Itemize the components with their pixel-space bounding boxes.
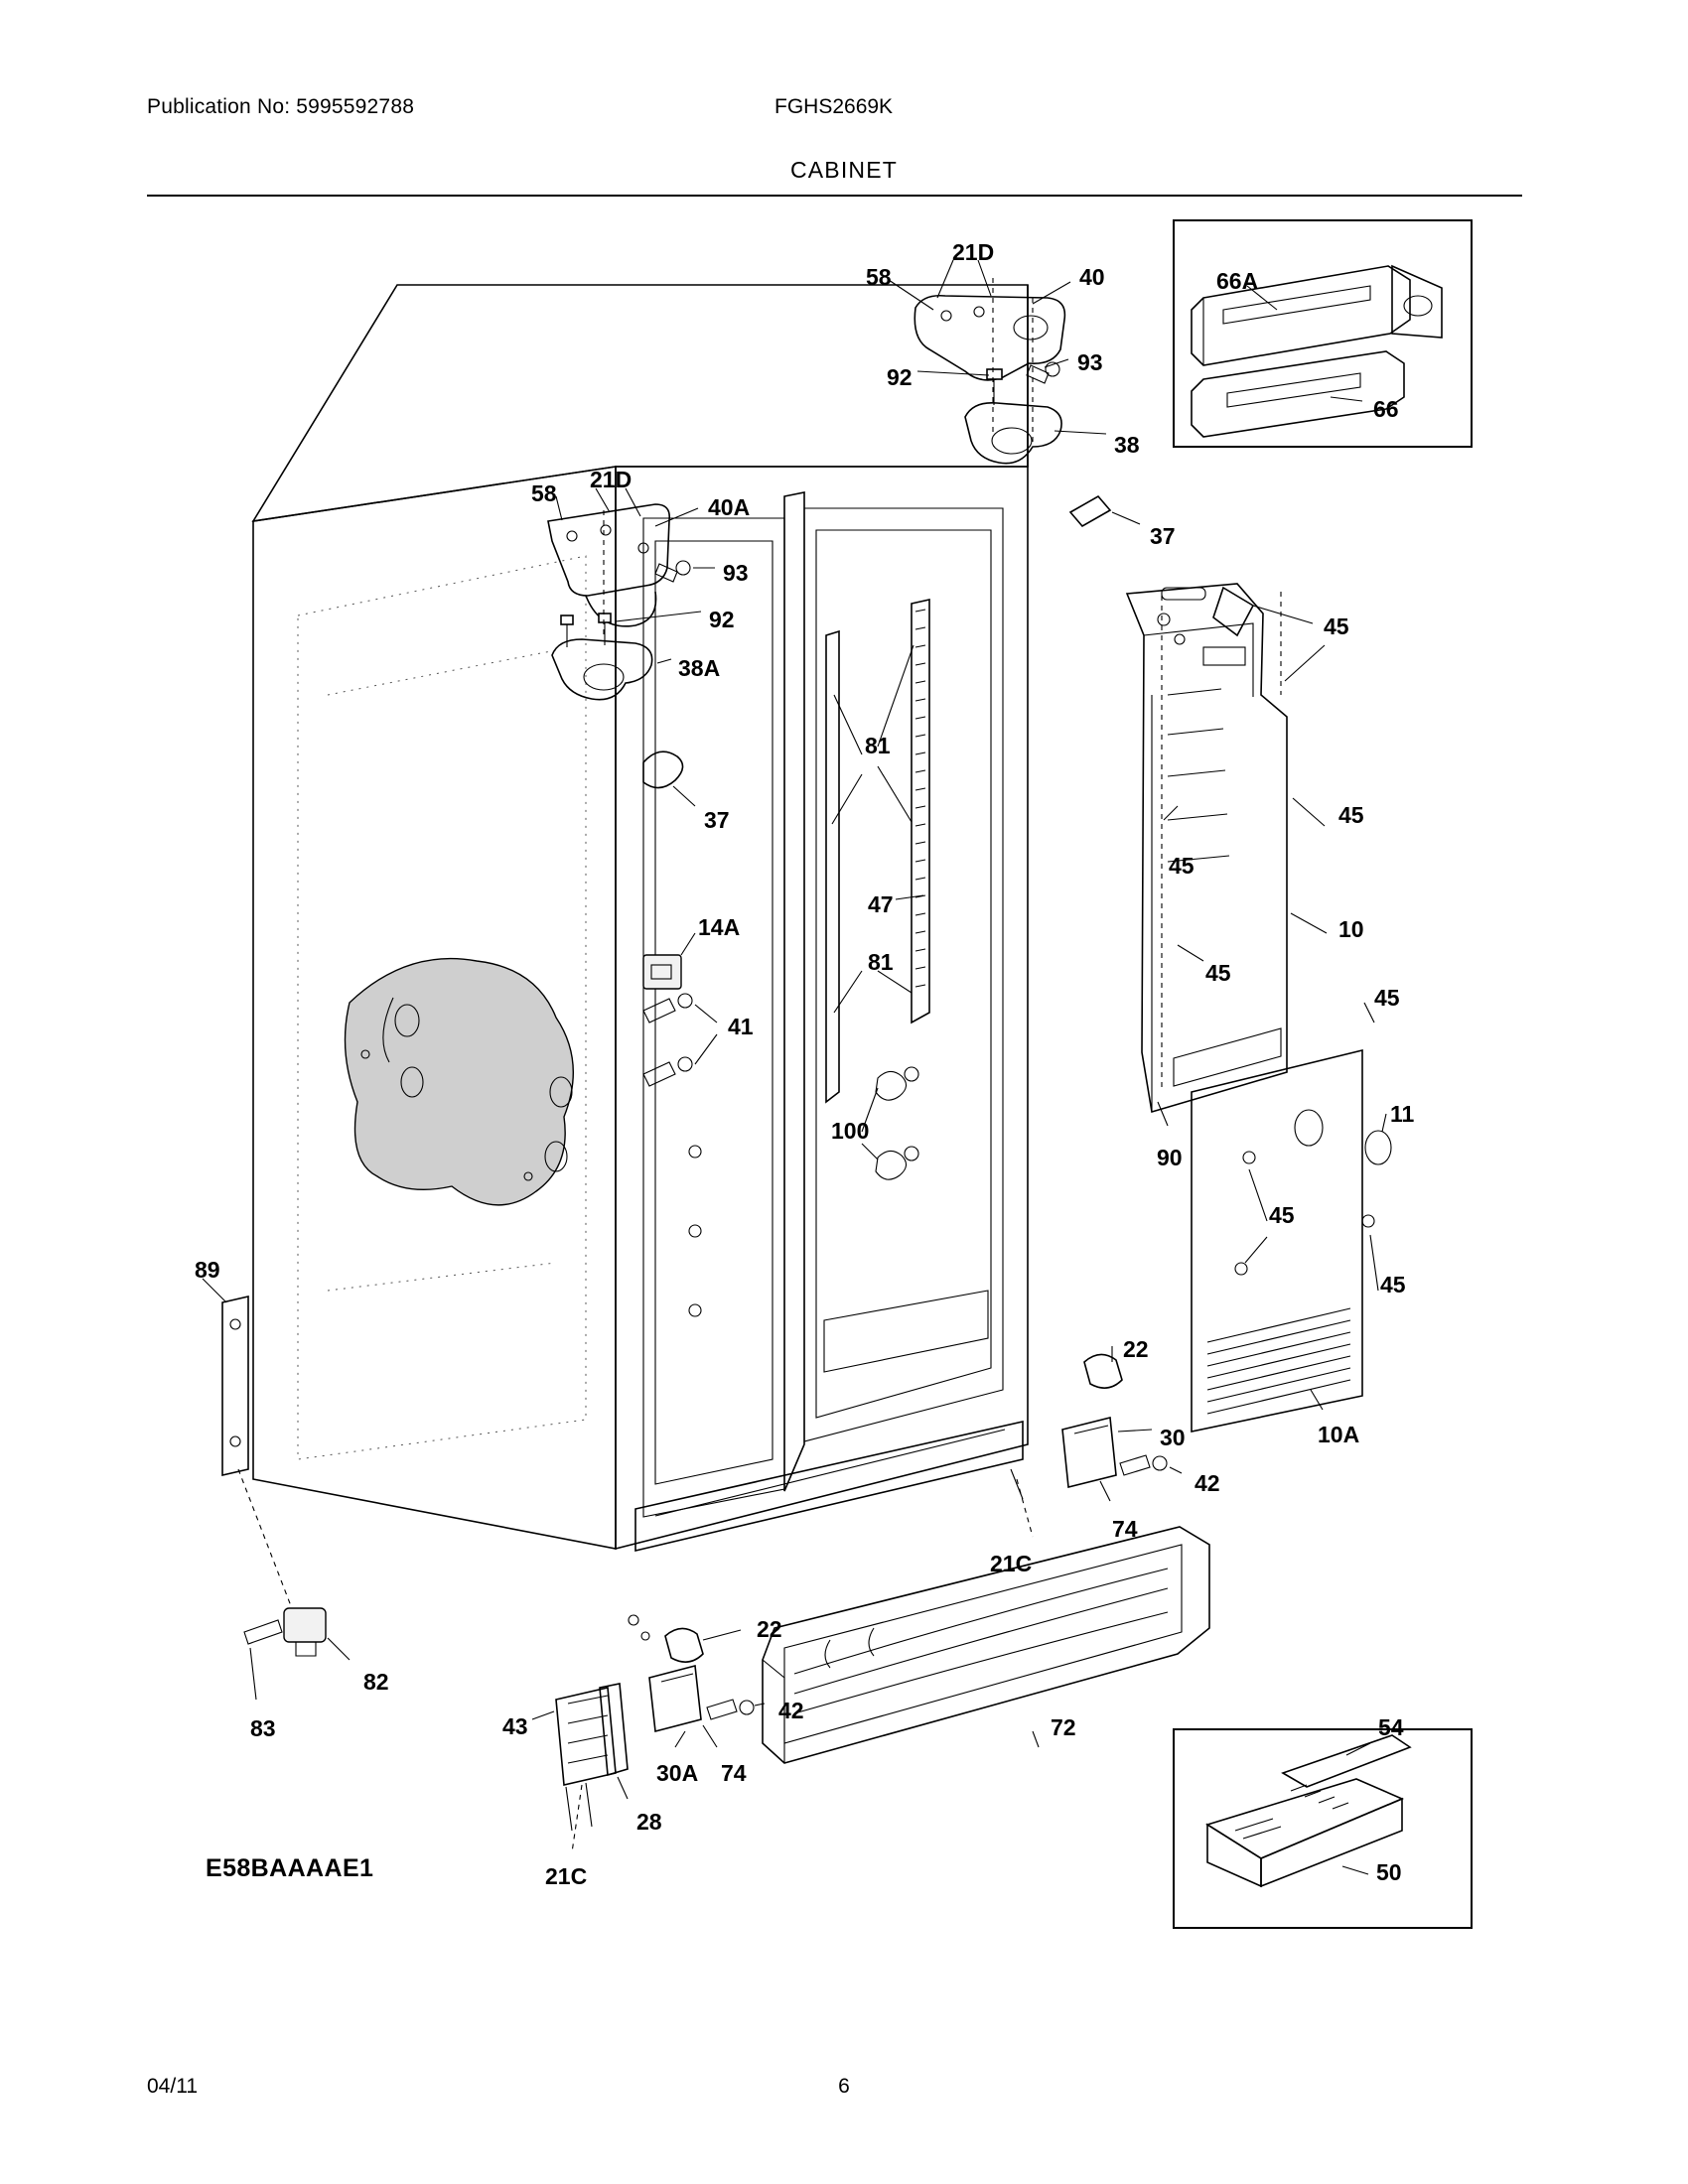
callout-54: 54	[1378, 1714, 1404, 1740]
callout-50: 50	[1376, 1859, 1402, 1885]
callout-10A: 10A	[1318, 1422, 1360, 1447]
callout-21C: 21C	[990, 1551, 1033, 1576]
callout-30: 30	[1160, 1425, 1186, 1450]
callout-45-b: 45	[1338, 802, 1364, 828]
callout-72: 72	[1051, 1714, 1076, 1740]
callout-45-e: 45	[1374, 985, 1400, 1011]
leveling-leg	[244, 1608, 350, 1700]
callout-10: 10	[1338, 916, 1364, 942]
shelf-rails	[826, 600, 929, 1102]
callout-41: 41	[728, 1014, 754, 1039]
callout-66A: 66A	[1216, 268, 1259, 294]
model-number: FGHS2669K	[774, 95, 894, 118]
inset-tray-detail	[1174, 1729, 1472, 1928]
callout-93-top: 93	[1077, 349, 1103, 375]
insulation-pad	[346, 959, 574, 1205]
callout-93: 93	[723, 560, 749, 586]
callout-89: 89	[195, 1257, 220, 1283]
page-title: CABINET	[789, 157, 899, 183]
screws-41	[643, 994, 717, 1086]
callout-28: 28	[636, 1809, 662, 1835]
callout-92-top: 92	[887, 364, 913, 390]
clips-100	[862, 1067, 918, 1179]
right-bottom-brackets	[1011, 1346, 1182, 1537]
alignment-guides	[604, 278, 1281, 1092]
callout-47: 47	[868, 891, 894, 917]
callout-21C-bottom: 21C	[545, 1863, 588, 1889]
callout-22: 22	[757, 1616, 782, 1642]
callout-22-top: 22	[1123, 1336, 1149, 1362]
callout-42-top: 42	[1195, 1470, 1220, 1496]
callout-58: 58	[531, 480, 557, 506]
callout-45-g: 45	[1380, 1272, 1406, 1297]
publication-number: Publication No: 5995592788	[147, 95, 415, 118]
callout-74-top: 74	[1112, 1516, 1138, 1542]
callout-37: 37	[704, 807, 730, 833]
callout-14A: 14A	[698, 914, 741, 940]
callout-66: 66	[1373, 396, 1399, 422]
callout-43: 43	[502, 1713, 528, 1739]
callout-82: 82	[363, 1669, 389, 1695]
callout-21D: 21D	[590, 467, 633, 492]
footer-page-number: 6	[838, 2075, 850, 2098]
rear-duct-cover	[1127, 584, 1327, 1126]
callout-74: 74	[721, 1760, 747, 1786]
top-right-hinge-assembly	[889, 260, 1106, 464]
callout-81-b: 81	[868, 949, 894, 975]
callout-40: 40	[1079, 264, 1105, 290]
callout-45-a: 45	[1324, 614, 1349, 639]
rear-bracket-89	[203, 1279, 298, 1624]
callout-38: 38	[1114, 432, 1140, 458]
footer-date: 04/11	[147, 2075, 198, 2098]
callout-40A: 40A	[708, 494, 751, 520]
base-grille-72	[763, 1527, 1209, 1763]
callout-58-top: 58	[866, 264, 892, 290]
callout-37-top: 37	[1150, 523, 1176, 549]
callout-38A: 38A	[678, 655, 721, 681]
callout-45-d: 45	[1205, 960, 1231, 986]
callout-100: 100	[831, 1118, 870, 1144]
callout-92: 92	[709, 607, 735, 632]
callout-11: 11	[1390, 1101, 1415, 1127]
callout-83: 83	[250, 1715, 276, 1741]
bottom-left-hinge	[532, 1684, 628, 1852]
callout-90: 90	[1157, 1145, 1183, 1170]
callout-30A: 30A	[656, 1760, 699, 1786]
plug-parts	[643, 496, 1140, 806]
callout-45-f: 45	[1269, 1202, 1295, 1228]
callout-42: 42	[778, 1698, 804, 1723]
callout-81-a: 81	[865, 733, 891, 758]
diagram-code: E58BAAAAE1	[206, 1854, 374, 1882]
inset-handle-detail	[1174, 220, 1472, 447]
front-bottom-brackets	[649, 1628, 765, 1747]
callout-45-c: 45	[1169, 853, 1195, 879]
door-switch-14A	[643, 933, 695, 989]
callout-21D-top: 21D	[952, 239, 995, 265]
